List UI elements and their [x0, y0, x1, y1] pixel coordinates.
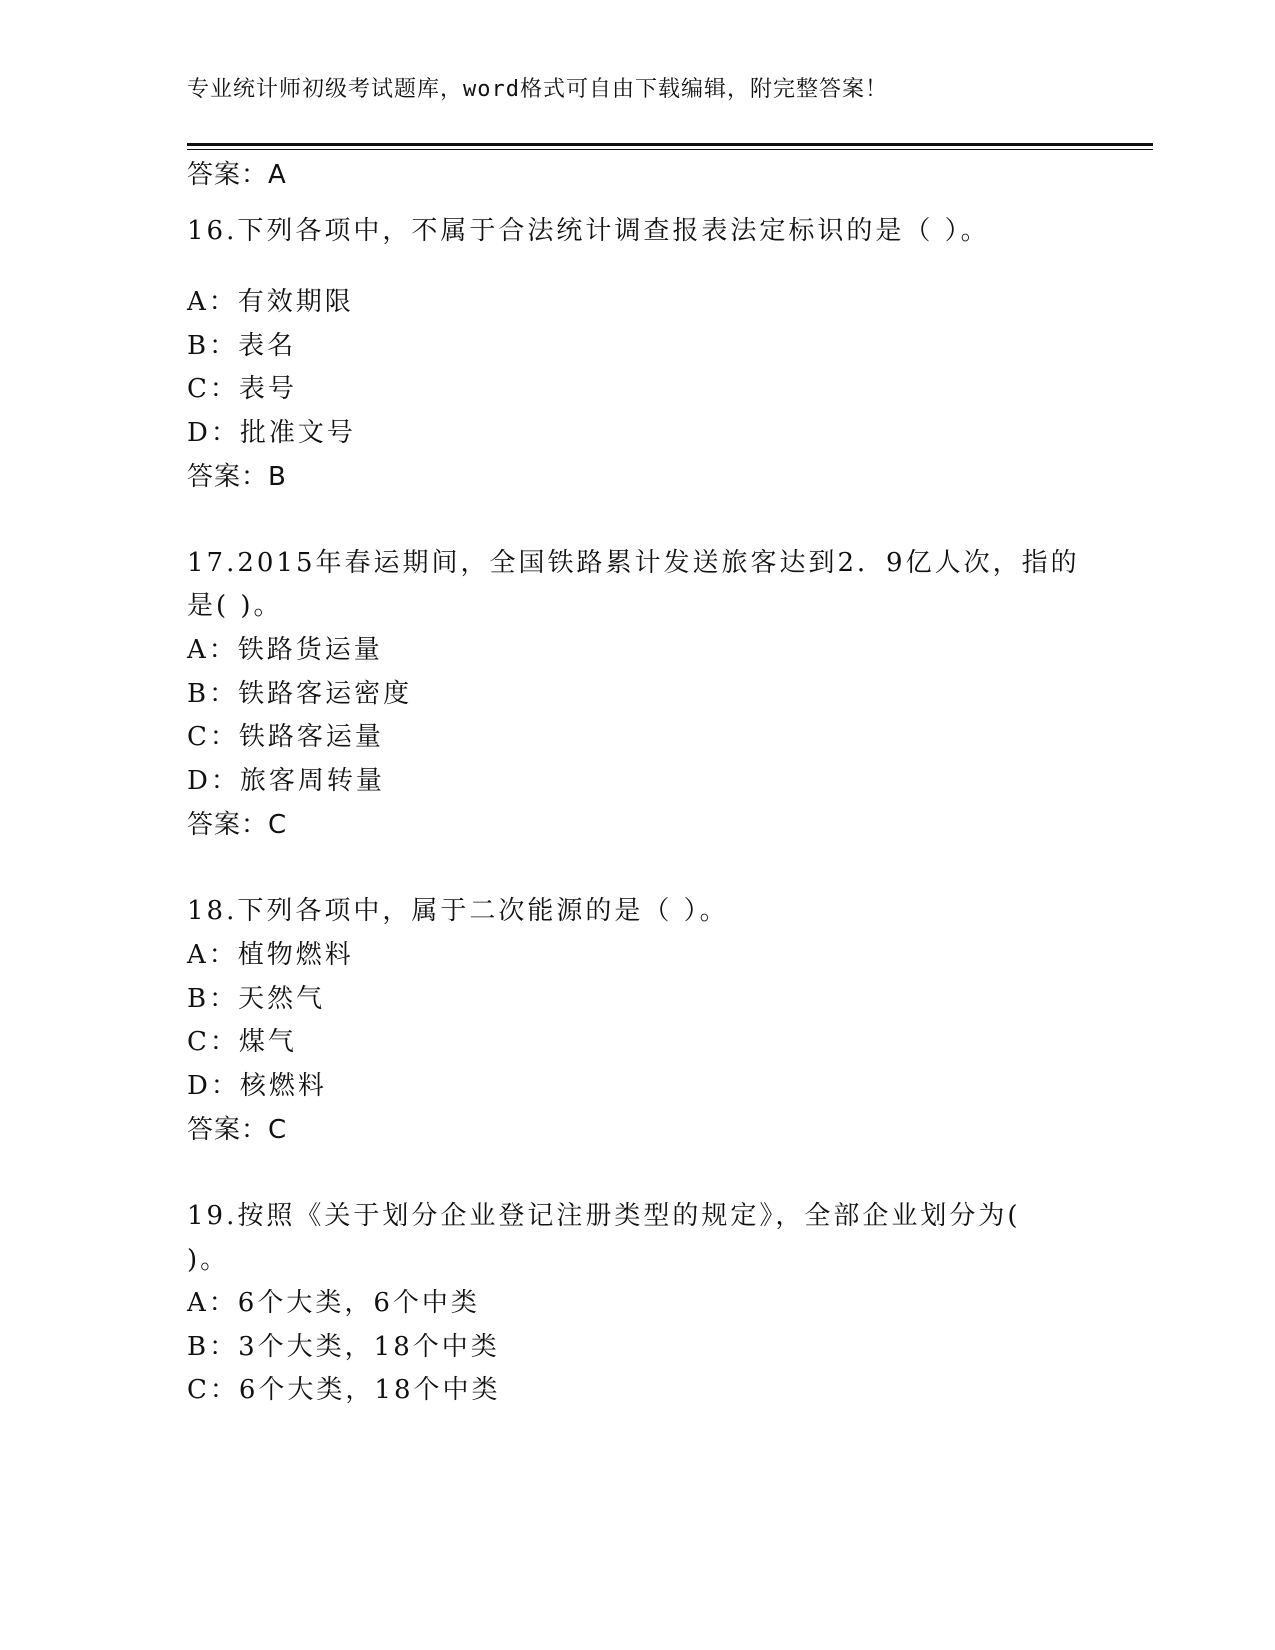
option-a: A：植物燃料: [187, 940, 354, 970]
answer-line: 答案：C: [187, 1115, 288, 1145]
option-d: D：核燃料: [187, 1071, 327, 1101]
option-a: A：有效期限: [187, 287, 354, 317]
question-stem-continued: 是( )。: [187, 591, 283, 621]
option-d: D：旅客周转量: [187, 766, 385, 796]
option-c: C：铁路客运量: [187, 722, 384, 752]
option-c: C：表号: [187, 374, 297, 404]
option-d: D：批准文号: [187, 418, 356, 448]
answer-line: 答案：A: [187, 160, 287, 190]
option-b: B：铁路客运密度: [187, 679, 413, 709]
option-b: B：天然气: [187, 984, 326, 1014]
option-b: B：3个大类，18个中类: [187, 1332, 500, 1362]
page-header: 专业统计师初级考试题库，word格式可自由下载编辑，附完整答案！: [187, 77, 888, 102]
option-a: A：铁路货运量: [187, 635, 383, 665]
header-rule-thick: [187, 143, 1153, 146]
option-c: C：6个大类，18个中类: [187, 1375, 501, 1405]
answer-line: 答案：C: [187, 810, 288, 840]
question-stem: 16.下列各项中，不属于合法统计调查报表法定标识的是（ ）。: [187, 216, 990, 246]
question-stem: 19.按照《关于划分企业登记注册类型的规定》，全部企业划分为(: [187, 1201, 1021, 1231]
question-stem: 17.2015年春运期间，全国铁路累计发送旅客达到2．9亿人次，指的: [187, 548, 1080, 578]
question-stem: 18.下列各项中，属于二次能源的是（ ）。: [187, 896, 729, 926]
question-stem-continued: )。: [187, 1245, 230, 1275]
option-c: C：煤气: [187, 1027, 297, 1057]
option-b: B：表名: [187, 331, 297, 361]
header-rule-thin: [187, 149, 1153, 150]
option-a: A：6个大类，6个中类: [187, 1288, 480, 1318]
answer-line: 答案：B: [187, 462, 287, 492]
